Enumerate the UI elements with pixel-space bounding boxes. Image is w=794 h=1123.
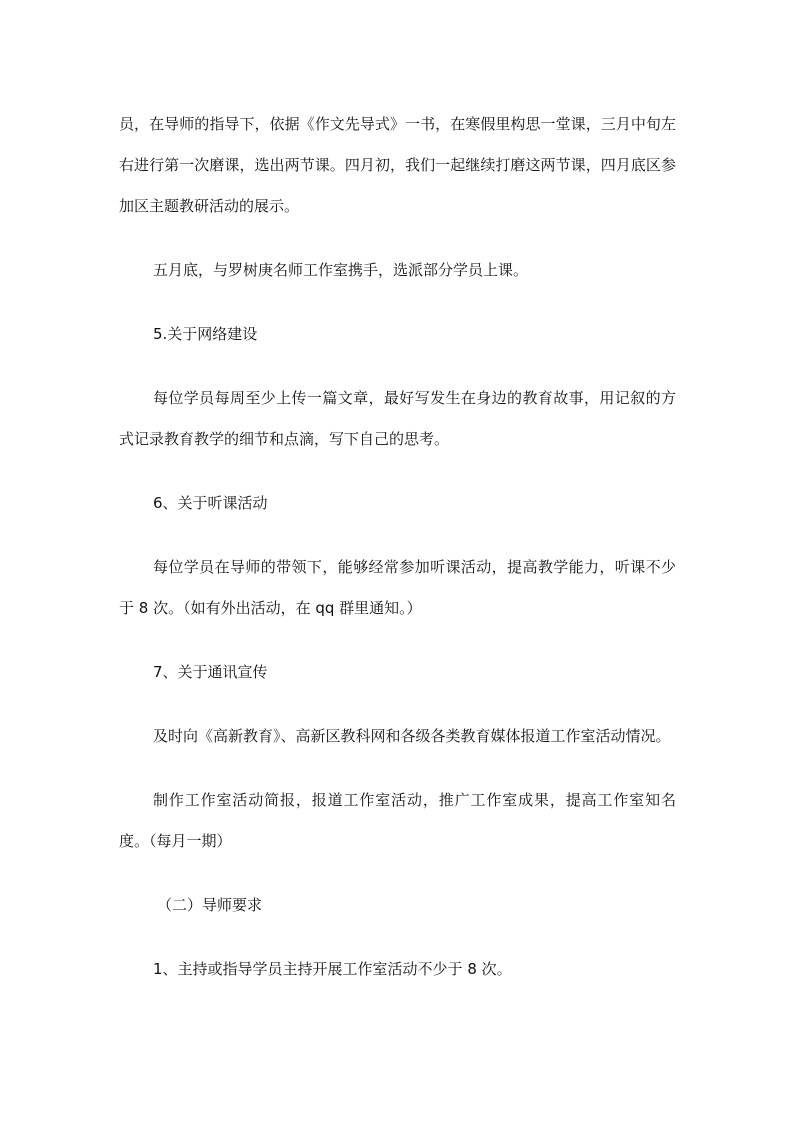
paragraph-mentor-requirement-1: 1、主持或指导学员主持开展工作室活动不少于 8 次。: [153, 960, 512, 978]
paragraph-briefing-production: 制作工作室活动简报，报道工作室活动，推广工作室成果，提高工作室知名度。（每月一期）: [119, 791, 676, 850]
paragraph-may-collaboration: 五月底，与罗树庚名师工作室携手，选派部分学员上课。: [153, 261, 529, 279]
heading-communication-publicity: 7、关于通讯宣传: [153, 663, 268, 681]
paragraph-lesson-observation: 每位学员在导师的带领下，能够经常参加听课活动，提高教学能力，听课不少于 8 次。（如有外出活动，在 qq 群里通知。）: [119, 558, 676, 617]
document-body: [119, 104, 676, 1013]
paragraph-continued-guidance: 员，在导师的指导下，依据《作文先导式》一书，在寒假里构思一堂课，三月中旬左右进行第一次磨课，选出两节课。四月初，我们一起继续打磨这两节课，四月底区参加区主题教研活动的展示。: [119, 115, 676, 215]
paragraph-network-requirements: 每位学员每周至少上传一篇文章，最好写发生在身边的教育故事，用记叙的方式记录教育教学的细节和点滴，写下自己的思考。: [119, 389, 676, 448]
heading-lesson-observation: 6、关于听课活动: [153, 494, 268, 512]
paragraph-media-reporting: 及时向《高新教育》、高新区教科网和各级各类教育媒体报道工作室活动情况。: [153, 727, 671, 745]
heading-network-construction: 5.关于网络建设: [153, 325, 258, 343]
heading-mentor-requirements: （二）导师要求: [157, 896, 263, 914]
